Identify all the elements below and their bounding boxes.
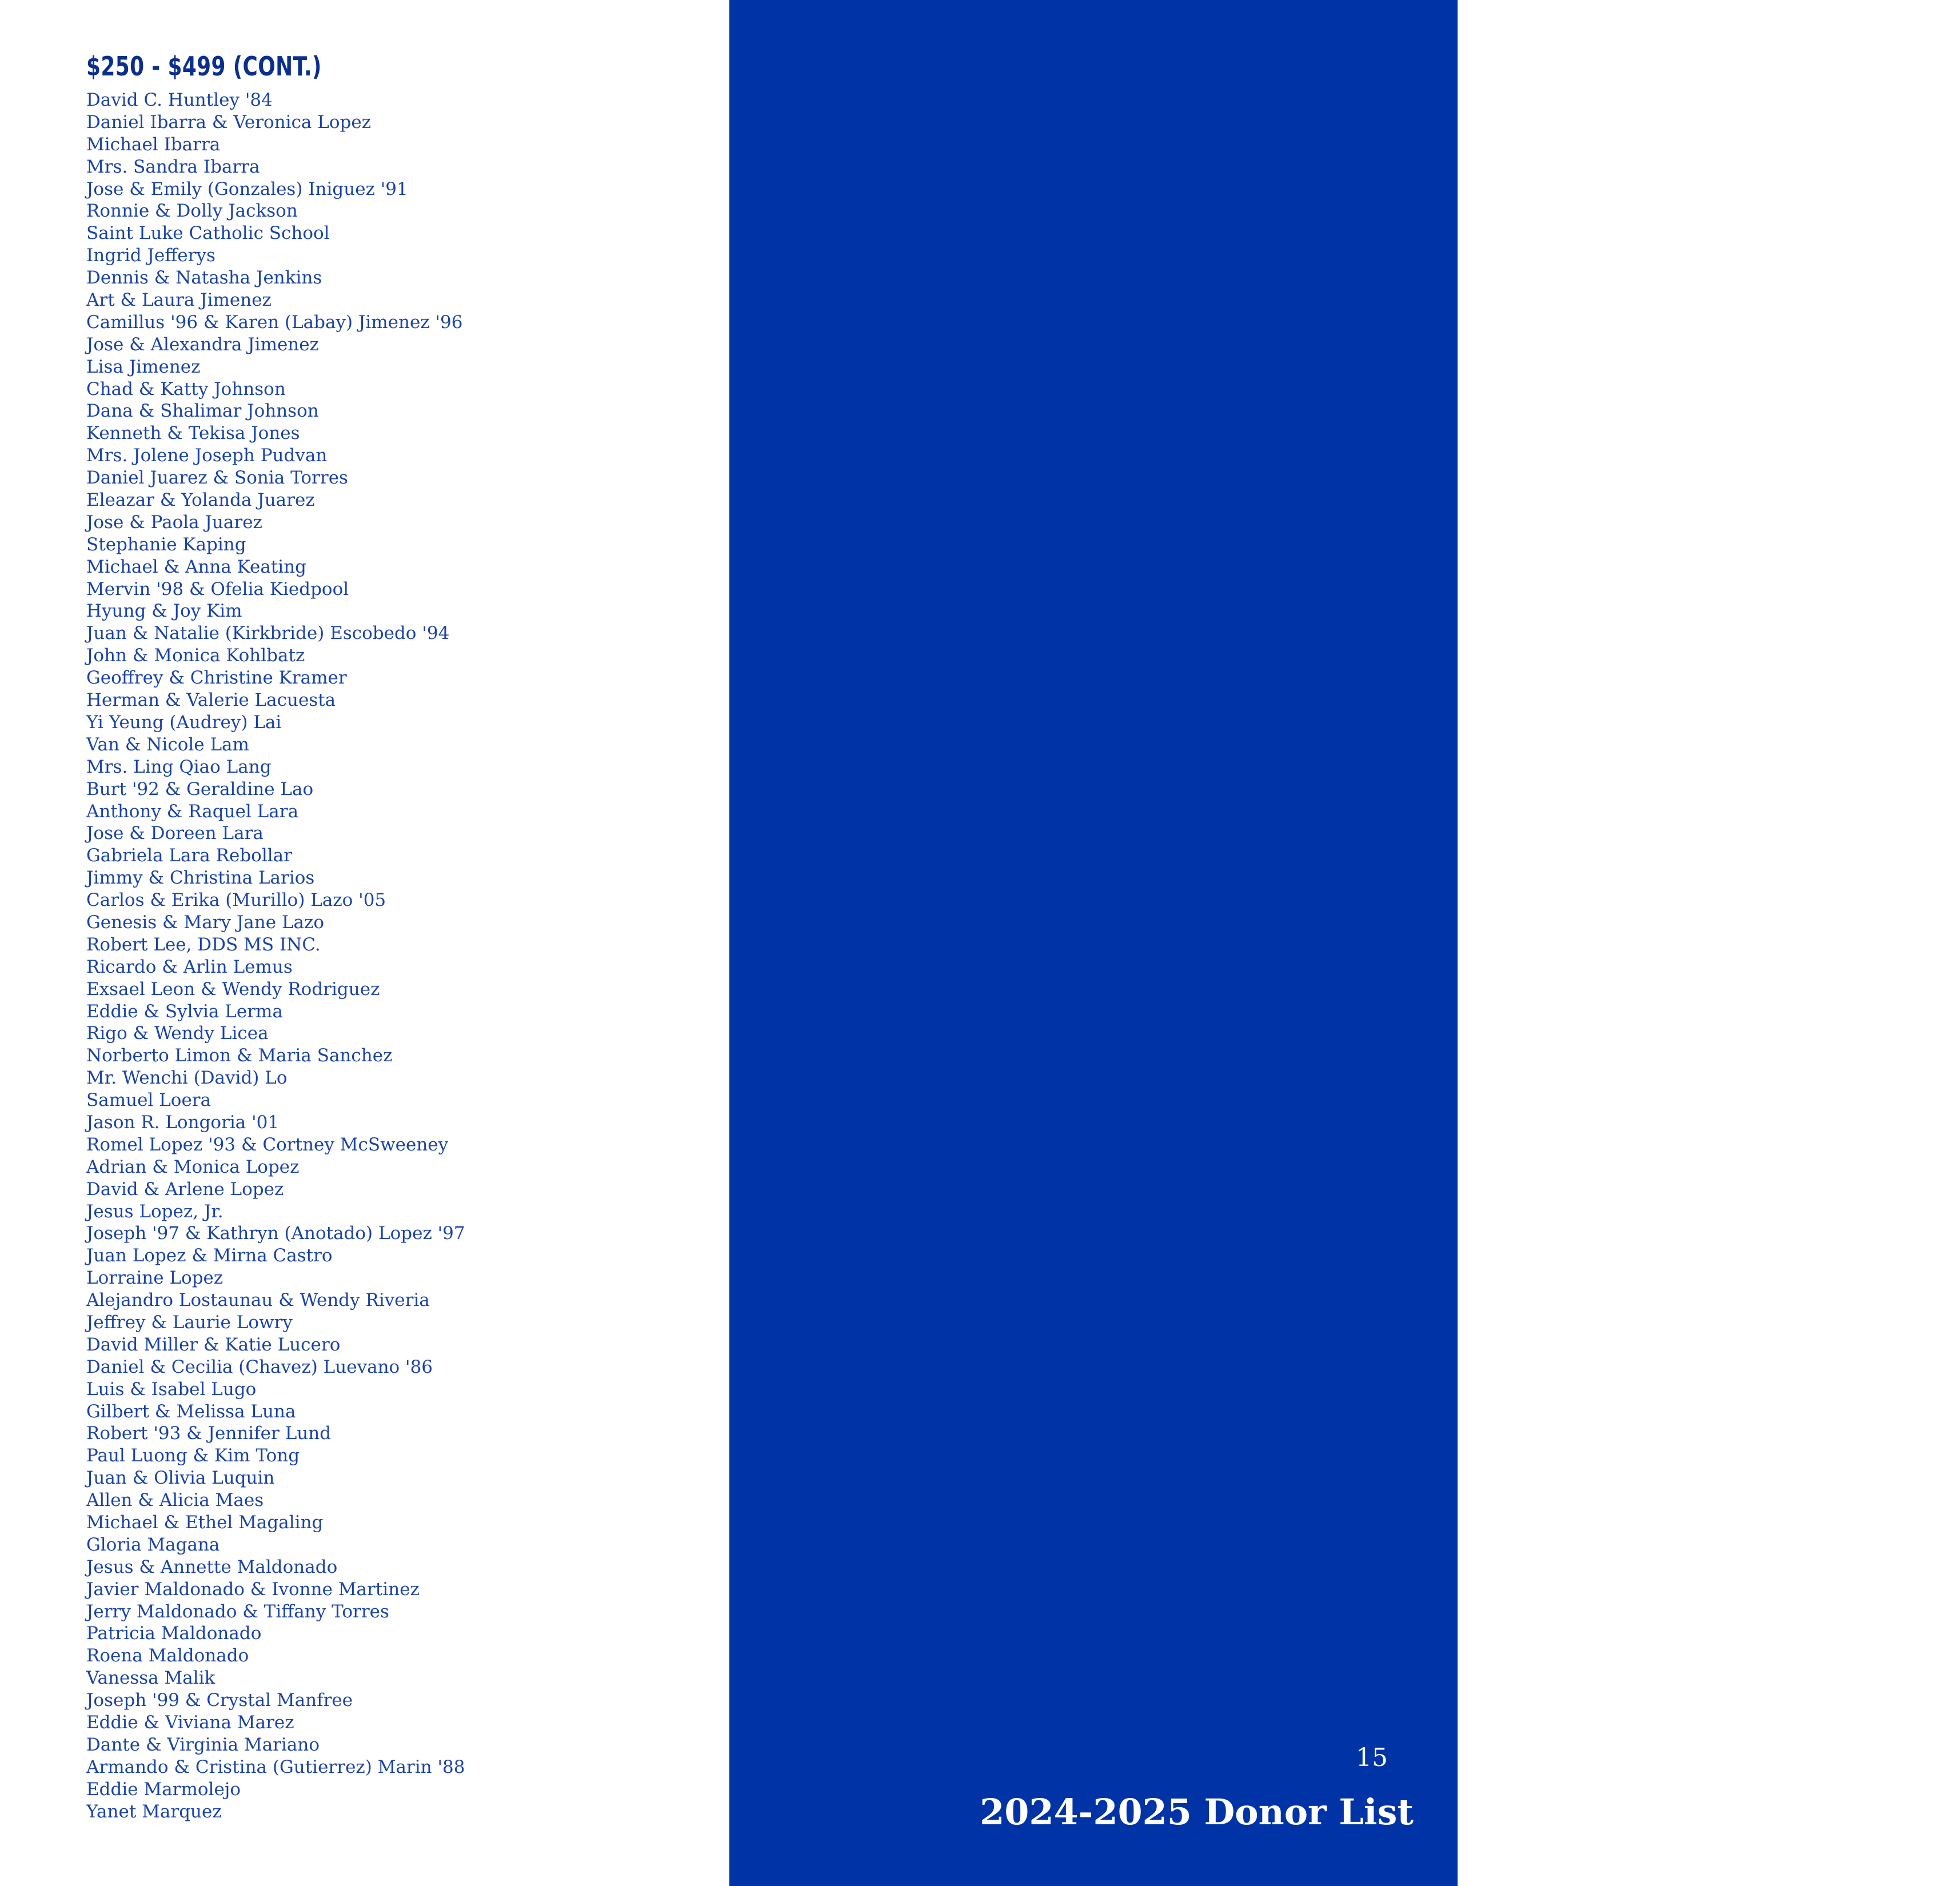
donor-name: Daniel Juarez & Sonia Torres xyxy=(86,467,348,489)
donor-name: Gabriel & Brenda Murillo xyxy=(1497,895,1727,916)
donor-name: Santos & Carmen Merino xyxy=(1497,562,1727,583)
section-heading: $250 - $499 (CONT.) xyxy=(86,51,322,82)
donor-name: Jose & Maria Nava xyxy=(1497,984,1667,1005)
donor-name: Danny & Ericka Nunez xyxy=(1497,1184,1704,1205)
donor-name: Juan & Alma (Mendez) Moreno '87 xyxy=(1497,784,1810,805)
donor-name: Gloria Magana xyxy=(86,1534,220,1555)
donor-name: Dante & Virginia Mariano xyxy=(86,1734,320,1755)
donor-name: Chad & Katty Johnson xyxy=(86,378,286,399)
donor-name: Javier Maldonado & Ivonne Martinez xyxy=(86,1579,420,1600)
donor-name: Ramiro & Angelica Ortiz xyxy=(1497,1584,1719,1605)
donor-name: Mervin '98 & Ofelia Kiedpool xyxy=(86,578,349,600)
donor-name: Eddie & Sylvia Lerma xyxy=(86,1001,283,1022)
right-donor-list xyxy=(1497,50,1960,1695)
donor-name: Camillus '96 & Karen (Labay) Jimenez '96 xyxy=(86,311,463,333)
donor-name: Diana Mora xyxy=(1497,740,1603,761)
donor-name: Yanet Marquez xyxy=(86,1801,222,1822)
donor-name: Ms. Maria Moore-Singh xyxy=(1497,717,1711,738)
donor-name: Sandra Navas xyxy=(1497,1051,1623,1072)
donor-name: Armando '02 & Michelle (Salazar) Medina '02 xyxy=(1497,339,1910,361)
donor-name: Van & Nicole Lam xyxy=(86,734,249,755)
donor-name: Antonio & Noemi Ortiz xyxy=(1497,1540,1704,1561)
donor-name: Eddie Marmolejo xyxy=(86,1779,241,1800)
donor-name: Gabriela Lara Rebollar xyxy=(86,845,292,866)
donor-name: Jose & Yolanda Mayorga xyxy=(1497,229,1718,250)
donor-name: Dennis & Natasha Jenkins xyxy=(86,267,322,289)
donor-name: Denise Otero xyxy=(1497,1629,1615,1650)
donor-name: Yi Yeung (Audrey) Lai xyxy=(86,712,282,733)
donor-name: John & Marisela Miranda xyxy=(1497,651,1726,672)
donor-name: Daniel & Cecilia (Chavez) Luevano '86 xyxy=(86,1356,433,1377)
donor-name: Leonard & Annamarie (Grana) Miller '71 xyxy=(1497,629,1865,650)
donor-name: Eduardo & Elena (Hernandez) Medina '93 xyxy=(1497,317,1877,338)
donor-name: Cecilia Ochoa xyxy=(1497,1251,1622,1272)
donor-name: Roena Maldonado xyxy=(86,1645,249,1667)
donor-name: Stephanie Kaping xyxy=(86,534,246,555)
donor-name: Hector Orozco & Margaret Agus xyxy=(1497,1384,1791,1405)
donor-name: Oscar & Francisca Olivas xyxy=(1497,1273,1726,1294)
donor-name: Lisa Jimenez xyxy=(86,356,201,377)
page-number: 15 xyxy=(1356,1743,1388,1772)
donor-name: Maxemilian & Dana Padilla xyxy=(1497,1651,1742,1672)
donor-name: Michael Ibarra xyxy=(86,134,221,155)
donor-name: Hector & Noemi Paez xyxy=(1497,1673,1692,1695)
donor-name: Christian Negrete & Marisa Trujillo xyxy=(1497,1073,1820,1094)
donor-name: Mrs. Ling Qiao Lang xyxy=(86,756,272,777)
donor-name: David C. Huntley '84 xyxy=(86,90,273,110)
donor-name: Brandon '98 & Monica (Moronez) Ortiz '98 xyxy=(1497,1473,1883,1494)
donor-name: Francisco Ortega & Felicita Flemenco xyxy=(1497,1451,1841,1472)
right-panel xyxy=(729,0,1960,1886)
donor-name: Eduardo & Tessa Nilo xyxy=(1497,1162,1694,1183)
donor-name: Jose & Paola Juarez xyxy=(86,512,262,533)
donor-name: Nelson & Cecilia Naguit xyxy=(1497,940,1716,961)
donor-name: Eleazar & Yolanda Juarez xyxy=(86,490,315,511)
donor-name: Honorable Daniel S. Murphy '80 & Patricia Murphy xyxy=(1497,917,1960,938)
donor-name: Gilbert & Melissa Luna xyxy=(86,1401,296,1422)
donor-name: Joseph & Jeniley Medina xyxy=(1497,406,1719,427)
donor-name: Joseph '97 & Kathryn (Anotado) Lopez '97 xyxy=(86,1223,465,1244)
donor-name: Ramiro & Berda Munoz xyxy=(1497,851,1711,872)
donor-name: Mario & Herlinda Orozco xyxy=(1497,1340,1726,1361)
donor-name: Joseph '99 & Crystal Manfree xyxy=(86,1690,353,1711)
donor-name: Mrs. Jolene Joseph Pudvan xyxy=(86,445,328,466)
donor-name: Anthony & Lupe Mennillo xyxy=(1497,517,1729,538)
donor-name: Jose & Emily (Gonzales) Iniguez '91 xyxy=(86,178,408,199)
donor-name: Joemax & Ma Martin xyxy=(1497,51,1686,71)
donor-name: Roberto Mentado & Beverly Nunez xyxy=(1497,540,1814,561)
donor-name: Ricardo & Maria Matos xyxy=(1497,206,1709,227)
donor-name: Eddie & Viviana Marez xyxy=(86,1712,294,1733)
donor-name: Jose & Alexandra Jimenez xyxy=(86,334,319,355)
donor-name: Anthony & Raquel Lara xyxy=(86,801,299,822)
donor-name: Michael & Anna Keating xyxy=(86,556,307,577)
donor-name: Brian '93 & Elizabeth Ochoa xyxy=(1497,1229,1754,1250)
donor-name: Hyung & Joy Kim xyxy=(86,601,242,622)
donor-name: Calla Matheus Cruz xyxy=(1497,184,1675,205)
donor-name: Lorraine Lopez xyxy=(86,1268,223,1289)
donor-name: Jason R. Longoria '01 xyxy=(86,1112,280,1133)
donor-name: Mario & Gema Medina xyxy=(1497,295,1703,316)
donor-name: Dana & Shalimar Johnson xyxy=(86,401,319,422)
donor-name: Aracely Orduño xyxy=(1497,1295,1639,1316)
donor-name: Romel Lopez '93 & Cortney McSweeney xyxy=(86,1134,449,1155)
donor-name: Exsael Leon & Wendy Rodriguez xyxy=(86,978,380,1000)
donor-name: John & Monica Kohlbatz xyxy=(86,645,305,666)
donor-name: Jesus & Lisbet Medina xyxy=(1497,362,1700,383)
donor-name: Alejandro Ortiz xyxy=(1497,1517,1635,1539)
donor-name: Mr. Rudy Orona xyxy=(1497,1317,1640,1338)
donor-name: Genesis & Mary Jane Lazo xyxy=(86,912,325,933)
donor-name: Eduardo & Mayra Moreno xyxy=(1497,806,1734,828)
donor-name: Daniel Ibarra & Veronica Lopez xyxy=(86,111,372,133)
donor-name: Geoffrey & Christine Kramer xyxy=(86,668,347,689)
donor-name: Daniel & Beatriz Mayorquin xyxy=(1497,251,1750,272)
donor-name: Michael & Yolanda Orozco xyxy=(1497,1429,1736,1450)
left-donor-list xyxy=(86,89,465,1823)
donor-name: Alejandro Lostaunau & Wendy Riveria xyxy=(86,1290,430,1311)
donor-name: Ronnie & Dolly Jackson xyxy=(86,201,298,222)
donor-name: Michael & Ethel Magaling xyxy=(86,1512,324,1533)
donor-name: Samuel Loera xyxy=(86,1090,211,1111)
donor-name: Mr. Wenchi (David) Lo xyxy=(86,1068,288,1089)
donor-name: David Miller & Katie Lucero xyxy=(86,1334,341,1355)
donor-name: Gerardo & Maria Ortiz xyxy=(1497,1562,1703,1583)
donor-name: Armando & Cristina (Gutierrez) Marin '88 xyxy=(86,1756,465,1777)
donor-name: Jose & Doreen Lara xyxy=(86,823,264,844)
donor-name: Allen & Alicia Maes xyxy=(86,1490,264,1511)
donor-name: Norberto Limon & Maria Sanchez xyxy=(86,1045,393,1066)
donor-name: Ingrid Jefferys xyxy=(86,245,215,266)
donor-name: Carlos & Erika (Murillo) Lazo '05 xyxy=(86,890,386,911)
donor-name: Adrian & Monica Lopez xyxy=(86,1156,300,1177)
donor-name: Eugenio Martinez & Tanya Gomez xyxy=(1497,139,1805,161)
donor-name: Marc '97 & Jacqueline (Olivas) Natividad '97 xyxy=(1497,962,1900,983)
donor-name: Vanessa Malik xyxy=(86,1668,215,1689)
donor-name: Juan Lopez & Mirna Castro xyxy=(86,1245,333,1266)
donor-name: August & Grace Martinez xyxy=(1497,73,1728,94)
donor-name: Caster & Rosemarie Nicolas xyxy=(1497,1140,1752,1161)
donor-name: Saint Luke Catholic School xyxy=(86,223,330,244)
donor-name: Burt '92 & Geraldine Lao xyxy=(86,778,314,800)
footer-title: 2024-2025 Donor List xyxy=(980,1791,1414,1833)
donor-name: Paul Luong & Kim Tong xyxy=(86,1445,300,1467)
donor-name: Robert Lee, DDS MS INC. xyxy=(86,934,321,955)
donor-name: Patricia Maldonado xyxy=(86,1623,262,1644)
donor-name: Cindy Orozco xyxy=(1497,1362,1619,1383)
donor-name: Robert Nicholson xyxy=(1497,1117,1654,1138)
donor-name: Jerry Maldonado & Tiffany Torres xyxy=(86,1601,389,1622)
donor-name: Sergio & Roseann Morales xyxy=(1497,762,1739,783)
donor-name: Art & Laura Jimenez xyxy=(86,290,272,311)
donor-name: Efren '96 & Joanna Miranda xyxy=(1497,673,1751,694)
donor-name: Luis & Isabel Lugo xyxy=(86,1378,257,1400)
donor-name: Eduardo & Lyzette (Robles) Ortiz '07 xyxy=(1497,1495,1831,1516)
left-panel xyxy=(0,0,729,1886)
donor-name: Mayra Mendoza xyxy=(1497,495,1643,516)
donor-name: Jorge Mendoza & Dilcia Giron xyxy=(1497,473,1768,494)
donor-name: Stephanie Montes xyxy=(1497,695,1660,716)
donor-name: Erick & Lourdes Martinez xyxy=(1497,117,1732,138)
donor-name: Miguel '88 & Diana Medina xyxy=(1497,273,1746,294)
donor-name: Javier Navar & Teresa Garcia xyxy=(1497,1006,1762,1028)
donor-name: Shawn & Claudia Ortiz xyxy=(1497,1607,1704,1628)
donor-name: Robert '93 & Jennifer Lund xyxy=(86,1423,332,1444)
donor-name: Joe Medina xyxy=(1497,384,1599,405)
donor-name: Efren Obrador & Mary Anne Quijano xyxy=(1497,1206,1830,1228)
donor-name: Luis & Nancy Orozco xyxy=(1497,1406,1689,1428)
donor-name: Jesus & Annette Maldonado xyxy=(86,1556,338,1577)
donor-name: Herman & Valerie Lacuesta xyxy=(86,690,336,711)
donor-name: Erika Munoz xyxy=(1497,829,1612,850)
donor-name: Jimmy & Christina Larios xyxy=(86,868,315,889)
donor-name: Alondra Mendoza xyxy=(1497,451,1656,472)
donor-name: William & Maria Miller xyxy=(1497,606,1706,628)
donor-name: Kenneth & Tekisa Jones xyxy=(86,423,300,444)
donor-name: Joseph & Rodelyn Munsayac xyxy=(1497,873,1754,894)
donor-name: Juan & Olivia Luquin xyxy=(86,1468,275,1489)
donor-name: Javier & Piedad Neri xyxy=(1497,1095,1684,1116)
donor-name: Cindy Mata xyxy=(1497,162,1601,183)
donor-name: David & Arlene Lopez xyxy=(86,1178,284,1200)
donor-name: Vanessa Meza xyxy=(1497,584,1624,605)
donor-name: Jesus Lopez, Jr. xyxy=(86,1201,223,1222)
donor-name: Ricardo & Arlin Lemus xyxy=(86,956,293,977)
donor-name: Mrs. Sandra Ibarra xyxy=(86,156,260,177)
donor-name: Daniel & Heidi Navarre xyxy=(1497,1029,1711,1050)
donor-name: Juan & Natalie (Kirkbride) Escobedo '94 xyxy=(86,623,450,644)
donor-name: Rigo & Wendy Licea xyxy=(86,1023,269,1044)
donor-name: Jeffrey & Laurie Lowry xyxy=(86,1312,293,1333)
donor-name: David & Darlene Martinez xyxy=(1497,95,1734,116)
donor-name: Mary-Lou Melero xyxy=(1497,429,1654,450)
